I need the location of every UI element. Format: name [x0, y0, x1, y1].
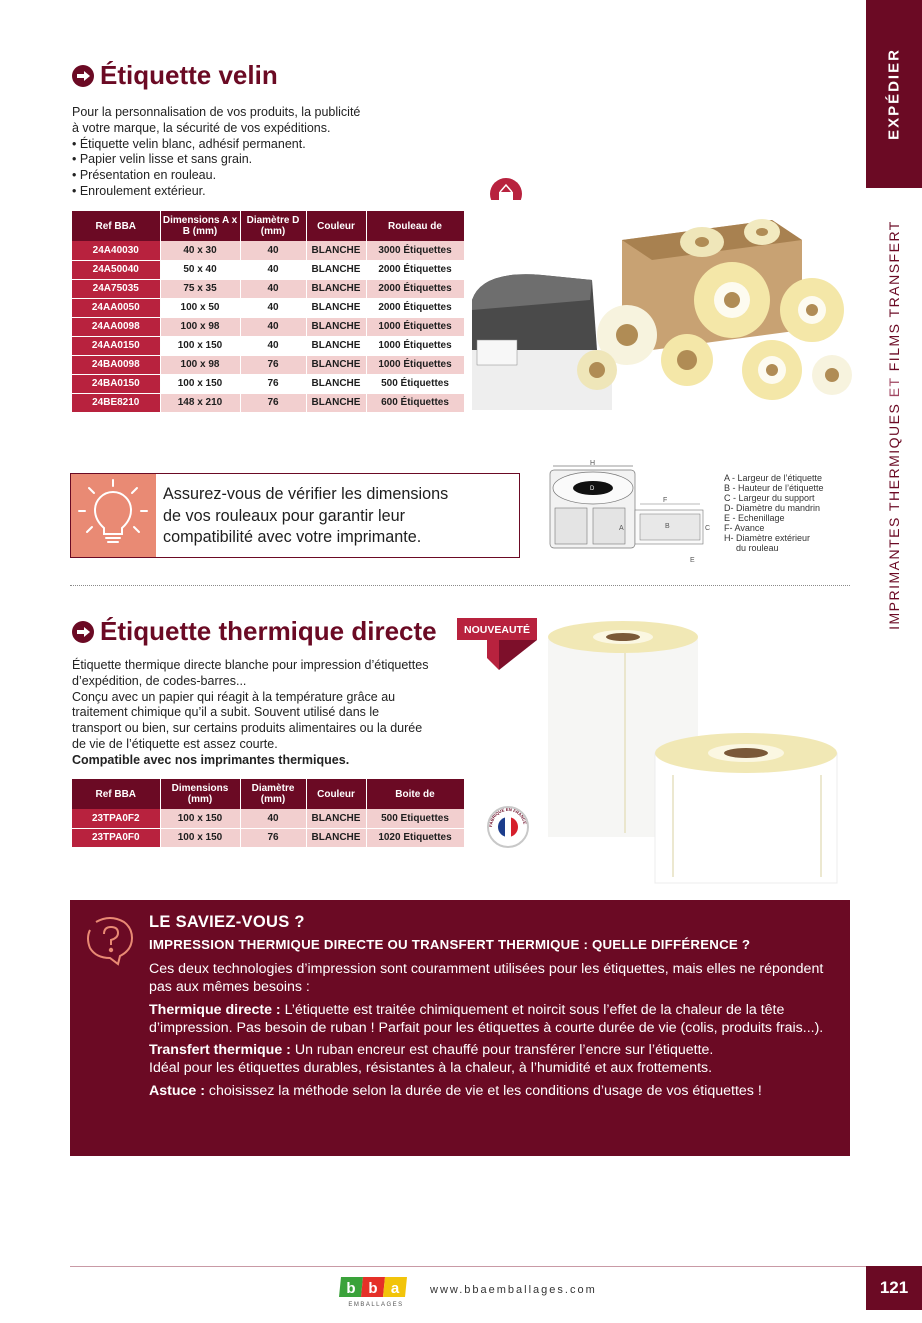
col-header: Couleur: [306, 211, 366, 241]
thermique-desc-line: transport ou bien, sur certains produits alimentaires ou la durée: [72, 721, 423, 736]
category-b: FILMS TRANSFERT: [886, 220, 902, 372]
info-text: choisissez la méthode selon la durée de vie et les conditions d’usage de vos étiquettes !: [204, 1082, 762, 1099]
table-cell: BLANCHE: [306, 393, 366, 412]
table-row: [72, 355, 464, 374]
table-cell: 100 x 150: [160, 374, 240, 393]
thermique-desc-line: d’expédition, de codes-barres...: [72, 673, 247, 688]
table-cell: 76: [240, 828, 306, 847]
tip-line: compatibilité avec votre imprimante.: [163, 528, 422, 546]
table-cell: 100 x 98: [160, 317, 240, 336]
legend-line: A - Largeur de l’étiquette: [724, 473, 823, 483]
col-header: Dimensions (mm): [160, 779, 240, 809]
table-cell: 600 Étiquettes: [366, 393, 464, 412]
velin-desc-line: Pour la personnalisation de vos produits, la publicité: [72, 105, 361, 119]
diagram-letter: B: [665, 523, 670, 530]
legend-line: E - Echenillage: [724, 513, 785, 523]
table-cell: 2000 Étiquettes: [366, 279, 464, 298]
info-p2-line2: Idéal pour les étiquettes durables, résistantes à la chaleur, à l’humidité et aux frottements.: [149, 1060, 713, 1077]
info-p2: [149, 1041, 829, 1059]
ref-cell: 24A40030: [72, 241, 160, 260]
logo-letter: b: [368, 1280, 378, 1297]
table-cell: BLANCHE: [306, 241, 366, 260]
table-cell: 2000 Étiquettes: [366, 298, 464, 317]
table-cell: 100 x 150: [160, 336, 240, 355]
side-tab-label: EXPÉDIER: [885, 48, 903, 140]
col-header: Rouleau de: [366, 211, 464, 241]
table-row: [72, 393, 464, 412]
table-cell: 75 x 35: [160, 279, 240, 298]
table-cell: 40: [240, 241, 306, 260]
legend-line: C - Largeur du support: [724, 493, 815, 503]
ref-cell: 24AA0150: [72, 336, 160, 355]
velin-desc-line: à votre marque, la sécurité de vos expéditions.: [72, 120, 331, 135]
thermique-desc-line: Conçu avec un papier qui réagit à la température grâce au: [72, 689, 396, 704]
table-row: [72, 317, 464, 336]
velin-table-wrap: [72, 211, 465, 413]
col-header: Dimensions A x B (mm): [160, 211, 240, 241]
table-cell: 1000 Étiquettes: [366, 336, 464, 355]
info-text: L’étiquette est traitée chimiquement et noircit sous l’effet de la chaleur de la tête d’impression. Pas besoin de ruban ! Parfait pour les étiquettes à courte durée de vie (colis, produits frais...).: [149, 1001, 824, 1036]
table-cell: BLANCHE: [306, 279, 366, 298]
info-label: Transfert thermique :: [149, 1042, 291, 1059]
roll-dimension-diagram: [545, 458, 715, 568]
ref-cell: 24BE8210: [72, 393, 160, 412]
footer-url[interactable]: www.bbaemballages.com: [430, 1284, 597, 1296]
logo-letter: a: [390, 1280, 400, 1297]
thermique-title-text: Étiquette thermique directe: [100, 616, 437, 646]
tip-box: [70, 473, 520, 558]
table-row: [72, 336, 464, 355]
table-cell: 500 Étiquettes: [366, 374, 464, 393]
table-cell: 40: [240, 317, 306, 336]
side-tab: [866, 0, 922, 188]
table-cell: 1000 Étiquettes: [366, 317, 464, 336]
velin-desc-line: • Papier velin lisse et sans grain.: [72, 152, 253, 167]
thermique-table: [72, 779, 465, 848]
made-in-france-badge: [487, 806, 529, 848]
table-cell: 40: [240, 298, 306, 317]
col-header: Diamètre (mm): [240, 779, 306, 809]
table-cell: 100 x 150: [160, 809, 240, 828]
thermique-desc-line: de vie de l’étiquette est assez courte.: [72, 736, 278, 751]
velin-title: [72, 60, 278, 91]
info-p1: [149, 1001, 829, 1038]
thermique-desc-line: Étiquette thermique directe blanche pour impression d’étiquettes: [72, 658, 429, 672]
table-row: [72, 809, 464, 828]
thermique-title: [72, 616, 437, 647]
thermique-desc-line: traitement chimique qu’il a subit. Souvent utilisé dans le: [72, 705, 380, 720]
table-cell: BLANCHE: [306, 336, 366, 355]
table-cell: 3000 Étiquettes: [366, 241, 464, 260]
table-cell: 40: [240, 260, 306, 279]
velin-table: [72, 211, 465, 413]
table-cell: 1000 Étiquettes: [366, 355, 464, 374]
table-row: [72, 279, 464, 298]
logo-sub: EMBALLAGES: [348, 1302, 404, 1308]
col-header: Boite de: [366, 779, 464, 809]
table-cell: 1020 Etiquettes: [366, 828, 464, 847]
category-joiner: ET: [886, 376, 902, 398]
info-intro: Ces deux technologies d’impression sont couramment utilisées pour les étiquettes, mais elles ne répondent pas aux mêmes besoins :: [149, 961, 824, 996]
info-subtitle: IMPRESSION THERMIQUE DIRECTE OU TRANSFERT THERMIQUE : QUELLE DIFFÉRENCE ?: [149, 937, 751, 952]
ref-cell: 24BA0150: [72, 374, 160, 393]
velin-product-image: [472, 200, 852, 416]
table-cell: BLANCHE: [306, 374, 366, 393]
table-row: [72, 374, 464, 393]
side-category: [870, 205, 918, 645]
info-p3: [149, 1082, 829, 1100]
tip-text: [156, 474, 448, 557]
table-cell: BLANCHE: [306, 355, 366, 374]
table-cell: BLANCHE: [306, 260, 366, 279]
thermique-table-wrap: [72, 779, 465, 848]
table-cell: 100 x 50: [160, 298, 240, 317]
ref-cell: 24AA0050: [72, 298, 160, 317]
section-divider: [70, 585, 850, 586]
thermique-compat: Compatible avec nos imprimantes thermiques.: [72, 752, 350, 767]
diagram-letter: C: [705, 525, 711, 532]
col-header: Ref BBA: [72, 779, 160, 809]
table-row: [72, 828, 464, 847]
table-row: [72, 298, 464, 317]
category-a: IMPRIMANTES THERMIQUES: [886, 402, 902, 630]
table-cell: 40: [240, 809, 306, 828]
arrow-right-circle-icon: [72, 65, 94, 87]
legend-line: F- Avance: [724, 523, 765, 533]
legend-line: B - Hauteur de l’étiquette: [724, 483, 824, 493]
table-cell: 76: [240, 374, 306, 393]
info-text: Un ruban encreur est chauffé pour transférer l’encre sur l’étiquette.: [290, 1042, 714, 1059]
table-cell: 40 x 30: [160, 241, 240, 260]
ref-cell: 24A50040: [72, 260, 160, 279]
table-cell: 2000 Étiquettes: [366, 260, 464, 279]
velin-desc-line: • Étiquette velin blanc, adhésif permanent.: [72, 136, 306, 151]
info-body: [149, 960, 829, 1104]
velin-description: [72, 105, 402, 200]
table-cell: BLANCHE: [306, 298, 366, 317]
table-cell: BLANCHE: [306, 828, 366, 847]
col-header: Ref BBA: [72, 211, 160, 241]
table-cell: 40: [240, 279, 306, 298]
table-cell: 500 Etiquettes: [366, 809, 464, 828]
page-number: 121: [866, 1266, 922, 1310]
table-cell: 40: [240, 336, 306, 355]
logo-letter: b: [346, 1280, 356, 1297]
table-cell: 76: [240, 355, 306, 374]
velin-desc-line: • Enroulement extérieur.: [72, 183, 206, 198]
table-row: [72, 260, 464, 279]
tip-line: Assurez-vous de vérifier les dimensions: [163, 485, 449, 503]
ref-cell: 24AA0098: [72, 317, 160, 336]
lightbulb-icon: [71, 474, 156, 557]
table-cell: 148 x 210: [160, 393, 240, 412]
table-cell: 100 x 98: [160, 355, 240, 374]
col-header: Diamètre D (mm): [240, 211, 306, 241]
thermique-description: [72, 658, 492, 769]
diagram-letter: A: [619, 525, 624, 532]
ref-cell: 24A75035: [72, 279, 160, 298]
new-badge-label: NOUVEAUTÉ: [464, 624, 530, 636]
diagram-letter: H: [590, 460, 596, 467]
info-box: [70, 900, 850, 1156]
legend-line: du rouleau: [736, 543, 779, 553]
table-cell: 100 x 150: [160, 828, 240, 847]
legend-line: H- Diamètre extérieur: [724, 533, 811, 543]
legend-line: D- Diamètre du mandrin: [724, 503, 821, 513]
table-cell: 76: [240, 393, 306, 412]
thermique-product-image: [545, 615, 850, 895]
velin-desc-line: • Présentation en rouleau.: [72, 168, 217, 183]
table-cell: 50 x 40: [160, 260, 240, 279]
ref-cell: 23TPA0F2: [72, 809, 160, 828]
info-label: Thermique directe :: [149, 1001, 281, 1018]
table-cell: BLANCHE: [306, 317, 366, 336]
diagram-legend: [724, 473, 824, 553]
diagram-letter: D: [590, 486, 595, 492]
bba-logo: [333, 1275, 419, 1309]
diagram-letter: E: [690, 557, 695, 564]
ref-cell: 24BA0098: [72, 355, 160, 374]
velin-title-text: Étiquette velin: [100, 60, 278, 90]
tip-line: de vos rouleaux pour garantir leur: [163, 506, 406, 525]
table-row: [72, 241, 464, 260]
info-label: Astuce :: [149, 1082, 205, 1099]
ref-cell: 23TPA0F0: [72, 828, 160, 847]
badge-text: FABRIQUÉ EN FRANCE: [487, 806, 528, 828]
diagram-letter: F: [663, 497, 668, 504]
table-cell: BLANCHE: [306, 809, 366, 828]
info-title: LE SAVIEZ-VOUS ?: [149, 913, 305, 931]
col-header: Couleur: [306, 779, 366, 809]
question-bubble-icon: [82, 912, 138, 968]
arrow-right-circle-icon: [72, 621, 94, 643]
svg-text:FABRIQUÉ EN FRANCE: [488, 807, 528, 827]
footer-line: [70, 1266, 866, 1267]
